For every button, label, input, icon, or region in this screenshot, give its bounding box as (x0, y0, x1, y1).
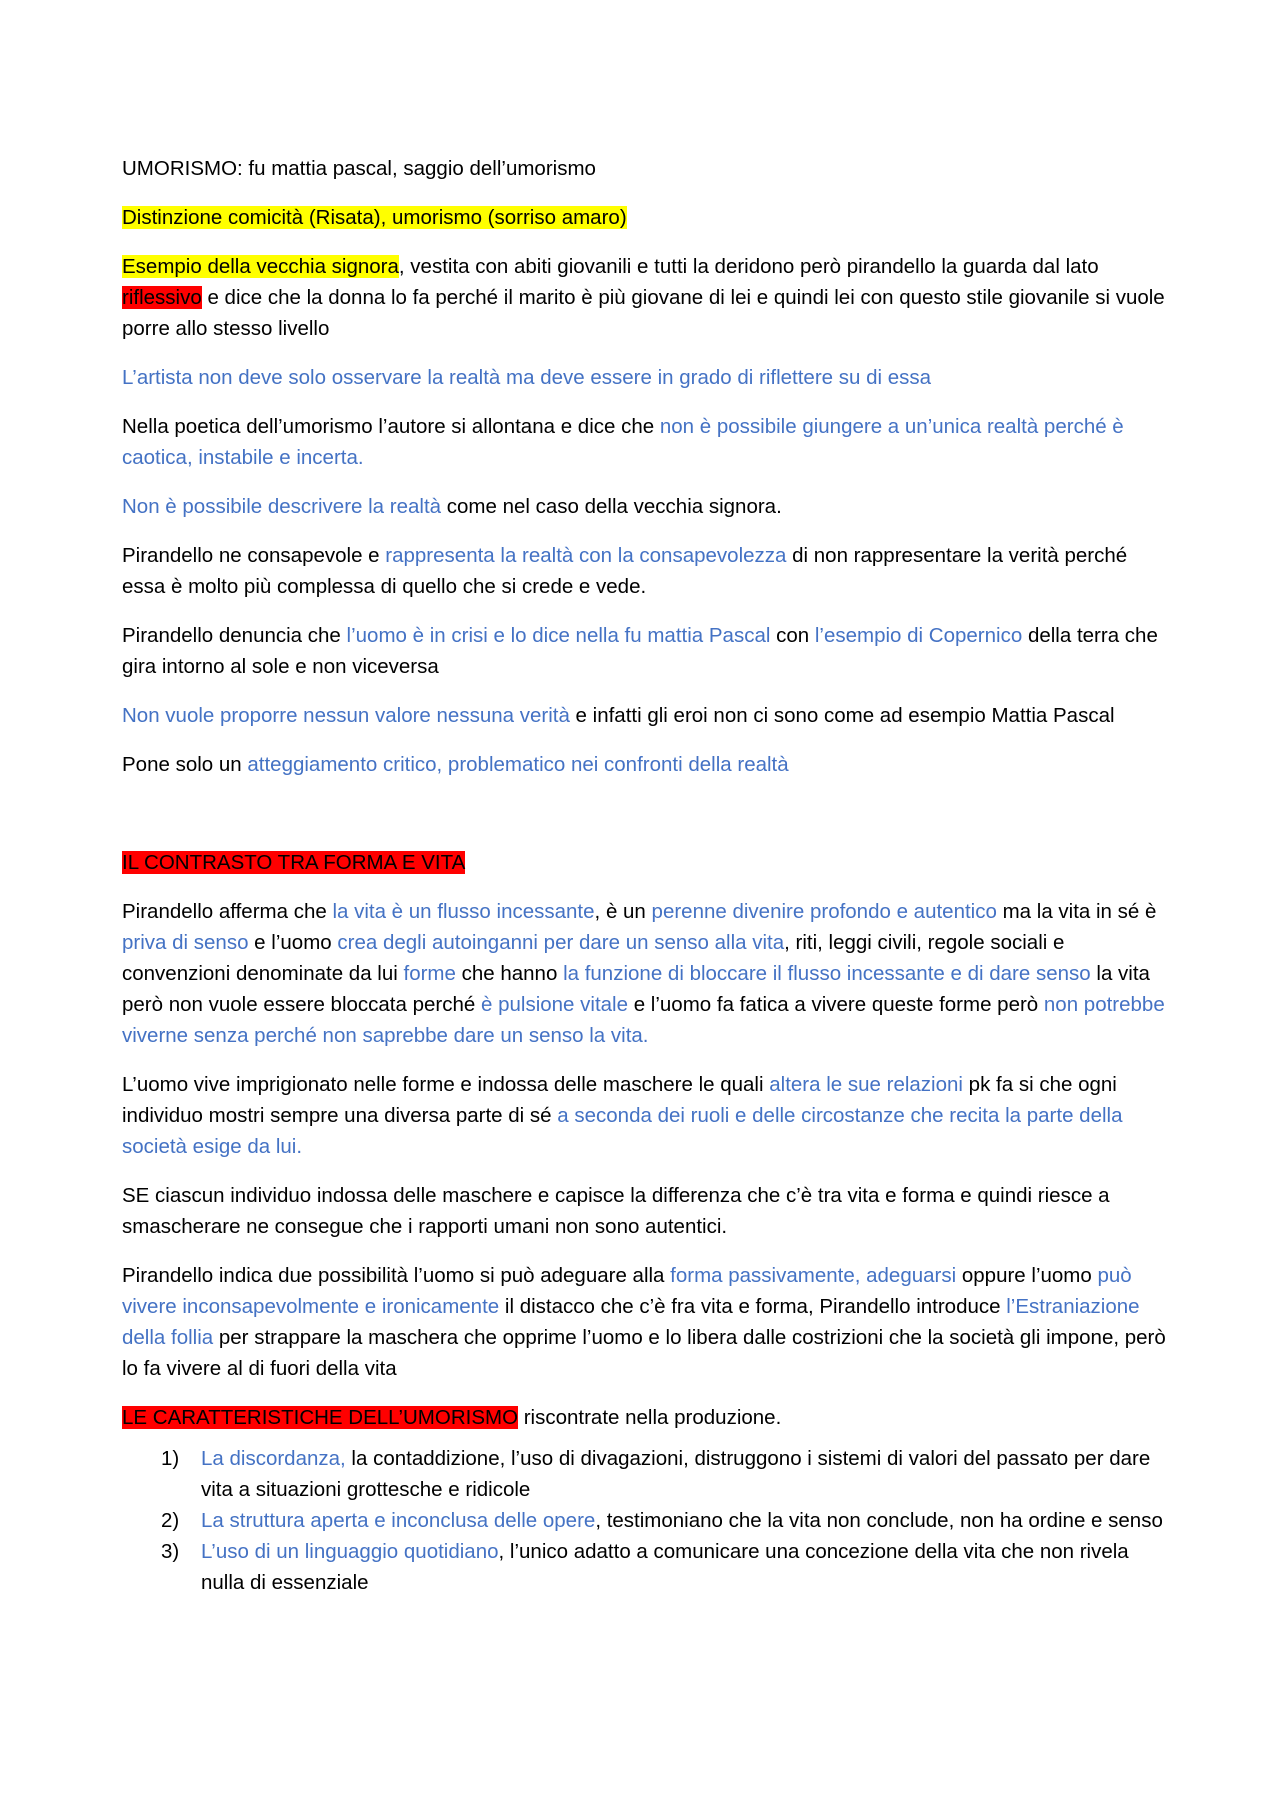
paragraph-artista (122, 362, 1170, 393)
title-line (122, 153, 1170, 184)
blue-text: l’esempio di Copernico (814, 624, 1023, 647)
blue-text: forme (403, 962, 456, 985)
paragraph-consapevole: Pirandello ne consapevole e rappresenta la realtà con la consapevolezza di non rappresentare la verità perché essa è molto più complessa di quello che si crede e vede. (122, 544, 1128, 598)
list-number: 3) (161, 1540, 180, 1563)
paragraph-distinzione (122, 202, 1170, 233)
blue-text: Non è possibile descrivere la realtà (122, 495, 442, 518)
blue-text: non è possibile giungere a un’unica realtà perché è caotica, instabile e incerta. (122, 415, 1124, 469)
blue-text: priva di senso (122, 931, 249, 954)
highlight-yellow: Esempio della vecchia signora (122, 255, 399, 278)
paragraph-smascherare: SE ciascun individuo indossa delle maschere e capisce la differenza che c’è tra vita e forma e quindi riesce a smascherare ne consegue che i rapporti umani non sono autentici. (122, 1184, 1110, 1238)
numbered-list (122, 1443, 1170, 1598)
paragraph-poetica: Nella poetica dell’umorismo l’autore si allontana e dice che non è possibile giungere a un’unica realtà perché è caotica, instabile e incerta. (122, 415, 1124, 469)
paragraph-descrivere: Non è possibile descrivere la realtà come nel caso della vecchia signora. (122, 495, 782, 518)
highlight-red: riflessivo (122, 286, 202, 309)
blue-text: rappresenta la realtà con la consapevolezza (385, 544, 787, 567)
blue-text: perenne divenire profondo e autentico (651, 900, 997, 923)
paragraph-possibilita: Pirandello indica due possibilità l’uomo si può adeguare alla forma passivamente, adeguarsi oppure l’uomo può vivere inconsapevolmente e ironicamente il distacco che c’è fra vita e forma, Pirandello introduce l’Estraniazione della follia per strappare la maschera che opprime l’uomo e lo libera dalle costrizioni che la società gli impone, però lo fa vivere al di fuori della vita (122, 1264, 1166, 1380)
blue-text: crea degli autoinganni per dare un senso alla vita (337, 931, 785, 954)
paragraph-atteggiamento: Pone solo un atteggiamento critico, problematico nei confronti della realtà (122, 753, 789, 776)
list-number: 2) (161, 1509, 180, 1532)
blue-text: atteggiamento critico, problematico nei confronti della realtà (247, 753, 789, 776)
paragraph-vecchia-signora: Esempio della vecchia signora, vestita con abiti giovanili e tutti la deridono però pirandello la guarda dal lato riflessivo e dice che la donna lo fa perché il marito è più giovane di lei e quindi lei con questo stile giovanile si vuole porre allo stesso livello (122, 255, 1165, 340)
blue-text: L’artista non deve solo osservare la realtà ma deve essere in grado di riflettere su di essa (122, 366, 932, 389)
list-item: 3) L’uso di un linguaggio quotidiano, l’unico adatto a comunicare una concezione della vita che non rivela nulla di essenziale (122, 1536, 1170, 1598)
paragraph-maschere: L’uomo vive imprigionato nelle forme e indossa delle maschere le quali altera le sue relazioni pk fa si che ogni individuo mostri sempre una diversa parte di sé a seconda dei ruoli e delle circostanze che recita la parte della società esige da lui. (122, 1073, 1123, 1158)
blue-text: l’uomo è in crisi e lo dice nella fu mattia Pascal (346, 624, 771, 647)
blue-text: L’uso di un linguaggio quotidiano (201, 1540, 499, 1563)
blue-text: La struttura aperta e inconclusa delle opere (201, 1509, 596, 1532)
list-item: 1) La discordanza, la contaddizione, l’uso di divagazioni, distruggono i sistemi di valori del passato per dare vita a situazioni grottesche e ridicole (122, 1443, 1170, 1505)
blue-text: La discordanza, (201, 1447, 346, 1470)
paragraph-flusso: Pirandello afferma che la vita è un flusso incessante, è un perenne divenire profondo e autentico ma la vita in sé è priva di senso e l’uomo crea degli autoinganni per dare un senso alla vita, riti, leggi civili, regole sociali e convenzioni denominate da lui forme che hanno la funzione di bloccare il flusso incessante e di dare senso la vita però non vuole essere bloccata perché è pulsione vitale e l’uomo fa fatica a vivere queste forme però non potrebbe viverne senza perché non saprebbe dare un senso la vita. (122, 900, 1165, 1047)
list-item: 2) La struttura aperta e inconclusa delle opere, testimoniano che la vita non conclude, non ha ordine e senso (122, 1505, 1170, 1536)
paragraph-denuncia: Pirandello denuncia che l’uomo è in crisi e lo dice nella fu mattia Pascal con l’esempio di Copernico della terra che gira intorno al sole e non viceversa (122, 624, 1158, 678)
blue-text: la funzione di bloccare il flusso incessante e di dare senso (563, 962, 1091, 985)
highlight-red: IL CONTRASTO TRA FORMA E VITA (122, 851, 466, 874)
section-heading (122, 847, 1170, 878)
document-body (122, 153, 1170, 1598)
paragraph-caratteristiche: LE CARATTERISTICHE DELL’UMORISMO riscontrate nella produzione. (122, 1406, 782, 1429)
title-text: UMORISMO: fu mattia pascal, saggio dell’umorismo (122, 157, 596, 180)
blank-line (122, 798, 1170, 847)
paragraph-valore: Non vuole proporre nessun valore nessuna verità e infatti gli eroi non ci sono come ad esempio Mattia Pascal (122, 704, 1115, 727)
list-number: 1) (161, 1447, 180, 1470)
blue-text: la vita è un flusso incessante (332, 900, 595, 923)
blue-text: Non vuole proporre nessun valore nessuna verità (122, 704, 570, 727)
highlight-red: LE CARATTERISTICHE DELL’UMORISMO (122, 1406, 519, 1429)
blue-text: può vivere inconsapevolmente e ironicamente (122, 1264, 1132, 1318)
blue-text: forma passivamente, adeguarsi (670, 1264, 957, 1287)
blue-text: a seconda dei ruoli e delle circostanze che recita la parte della società esige da lui. (122, 1104, 1123, 1158)
blue-text: è pulsione vitale (480, 993, 628, 1016)
blue-text: l’Estraniazione della follia (122, 1295, 1140, 1349)
blue-text: non potrebbe viverne senza perché non saprebbe dare un senso la vita. (122, 993, 1165, 1047)
highlight-yellow: Distinzione comicità (Risata), umorismo (sorriso amaro) (122, 206, 627, 229)
blue-text: altera le sue relazioni (769, 1073, 963, 1096)
